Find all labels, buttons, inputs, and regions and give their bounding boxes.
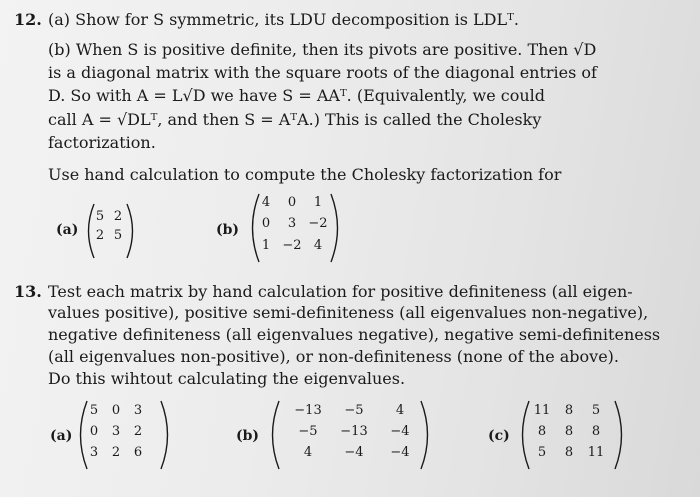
- matrix-cell: 8: [591, 424, 601, 439]
- matrix-cell: 4: [261, 195, 271, 210]
- problem-12-line-a: (a) Show for S symmetric, its LDU decomposition is LDLᵀ.: [48, 10, 519, 29]
- matrix-cell: 8: [564, 445, 574, 460]
- matrix-cell: 2: [133, 424, 143, 439]
- matrix-cell: 4: [313, 238, 323, 253]
- matrix-cell: −13: [294, 403, 322, 418]
- matrix-cell: 8: [564, 424, 574, 439]
- problem-12-line-b3: D. So with A = L√D we have S = AAᵀ. (Equivalently, we could: [48, 86, 546, 105]
- matrix-cell: −2: [308, 216, 328, 231]
- problem-12-line-b4: call A = √DLᵀ, and then S = AᵀA.) This is called the Cholesky: [48, 110, 542, 129]
- right-paren: [124, 203, 138, 259]
- right-paren: [612, 400, 628, 470]
- right-paren: [158, 400, 174, 470]
- matrix-cell: −4: [390, 424, 410, 439]
- matrix-13a-label: (a): [50, 428, 73, 444]
- matrix-cell: 2: [113, 209, 123, 224]
- matrix-cell: 5: [113, 228, 123, 243]
- matrix-13c-label: (c): [488, 428, 510, 444]
- matrix-cell: 3: [111, 424, 121, 439]
- problem-13-line-4: (all eigenvalues non-positive), or non-definiteness (none of the above).: [48, 347, 620, 366]
- matrix-cell: 8: [564, 403, 574, 418]
- problem-12-line-b1: (b) When S is positive definite, then its pivots are positive. Then √D: [48, 40, 597, 59]
- matrix-cell: 11: [587, 445, 605, 460]
- matrix-cell: −5: [298, 424, 318, 439]
- matrix-cell: −13: [340, 424, 368, 439]
- matrix-cell: 1: [261, 238, 271, 253]
- matrix-cell: 3: [89, 445, 99, 460]
- problem-13-line-2: values positive), positive semi-definiteness (all eigenvalues non-negative),: [48, 303, 649, 322]
- matrix-12b-label: (b): [216, 222, 240, 238]
- problem-12-line-b5: factorization.: [48, 133, 156, 152]
- problem-12-line-b2: is a diagonal matrix with the square roots of the diagonal entries of: [48, 63, 597, 82]
- matrix-cell: 8: [537, 424, 547, 439]
- problem-12-instruction: Use hand calculation to compute the Cholesky factorization for: [48, 165, 562, 184]
- matrix-cell: 0: [261, 216, 271, 231]
- matrix-cell: −4: [344, 445, 364, 460]
- matrix-cell: −2: [282, 238, 302, 253]
- matrix-cell: −4: [390, 445, 410, 460]
- matrix-cell: 3: [133, 403, 143, 418]
- matrix-cell: 5: [95, 209, 105, 224]
- problem-13-line-3: negative definiteness (all eigenvalues negative), negative semi-definiteness: [48, 325, 661, 344]
- matrix-cell: 3: [287, 216, 297, 231]
- matrix-cell: 0: [287, 195, 297, 210]
- matrix-cell: 4: [395, 403, 405, 418]
- problem-13-number: 13.: [14, 282, 42, 301]
- right-paren: [418, 400, 434, 470]
- matrix-cell: 5: [537, 445, 547, 460]
- matrix-cell: −5: [344, 403, 364, 418]
- problem-13-line-5: Do this wihtout calculating the eigenvalues.: [48, 369, 406, 388]
- matrix-cell: 1: [313, 195, 323, 210]
- right-paren: [328, 193, 344, 263]
- matrix-cell: 2: [95, 228, 105, 243]
- problem-12-number: 12.: [14, 10, 42, 29]
- matrix-12a-label: (a): [56, 222, 79, 238]
- matrix-cell: 5: [591, 403, 601, 418]
- problem-13-line-1: Test each matrix by hand calculation for positive definiteness (all eigen-: [48, 282, 633, 301]
- matrix-cell: 4: [303, 445, 313, 460]
- matrix-cell: 0: [111, 403, 121, 418]
- matrix-cell: 11: [533, 403, 551, 418]
- matrix-cell: 2: [111, 445, 121, 460]
- left-paren: [266, 400, 282, 470]
- matrix-cell: 6: [133, 445, 143, 460]
- matrix-13b-label: (b): [236, 428, 260, 444]
- matrix-cell: 0: [89, 424, 99, 439]
- matrix-cell: 5: [89, 403, 99, 418]
